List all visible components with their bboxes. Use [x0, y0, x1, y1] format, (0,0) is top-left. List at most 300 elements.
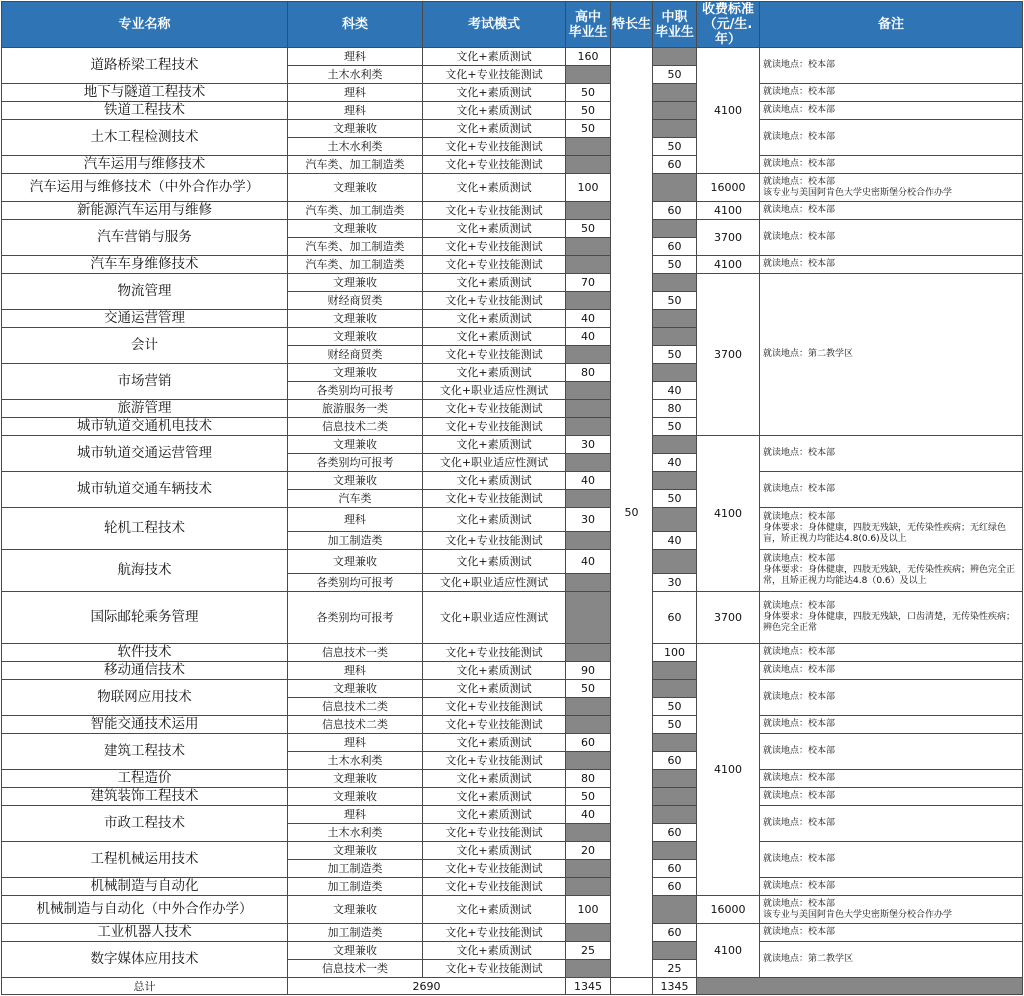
subject-cell: 文理兼收 — [288, 550, 423, 574]
subject-cell: 信息技术一类 — [288, 960, 423, 978]
major-name-cell: 工程造价 — [2, 770, 288, 788]
major-name-cell: 市政工程技术 — [2, 806, 288, 842]
table-row — [2, 102, 1023, 120]
hs-quota-cell — [566, 66, 611, 84]
remark-cell: 就读地点：校本部 — [760, 662, 1023, 680]
voc-quota-cell: 60 — [653, 860, 697, 878]
remark-cell: 就读地点：校本部 — [760, 716, 1023, 734]
hs-quota-cell: 50 — [566, 680, 611, 698]
exam-mode-cell: 文化+专业技能测试 — [423, 292, 566, 310]
exam-mode-cell: 文化+职业适应性测试 — [423, 454, 566, 472]
exam-mode-cell: 文化+素质测试 — [423, 364, 566, 382]
voc-quota-cell: 50 — [653, 418, 697, 436]
remark-cell: 就读地点：校本部 — [760, 878, 1023, 896]
subject-cell: 文理兼收 — [288, 942, 423, 960]
table-row — [2, 202, 1023, 220]
exam-mode-cell: 文化+素质测试 — [423, 770, 566, 788]
major-name-cell: 铁道工程技术 — [2, 102, 288, 120]
remark-cell: 就读地点：校本部 身体要求：身体健康，四肢无残缺，口齿清楚，无传染性疾病；辨色完全正常 — [760, 592, 1023, 644]
major-name-cell: 国际邮轮乘务管理 — [2, 592, 288, 644]
exam-mode-cell: 文化+职业适应性测试 — [423, 592, 566, 644]
hs-quota-cell — [566, 752, 611, 770]
exam-mode-cell: 文化+专业技能测试 — [423, 924, 566, 942]
exam-mode-cell: 文化+专业技能测试 — [423, 644, 566, 662]
voc-quota-cell — [653, 102, 697, 120]
subject-cell: 加工制造类 — [288, 860, 423, 878]
subject-cell: 文理兼收 — [288, 310, 423, 328]
total-voc: 1345 — [653, 978, 697, 995]
exam-mode-cell: 文化+专业技能测试 — [423, 66, 566, 84]
subject-cell: 加工制造类 — [288, 878, 423, 896]
table-row — [2, 680, 1023, 698]
major-name-cell: 物联网应用技术 — [2, 680, 288, 716]
header-remark: 备注 — [760, 2, 1023, 48]
major-name-cell: 工业机器人技术 — [2, 924, 288, 942]
subject-cell: 理科 — [288, 508, 423, 532]
enrollment-table — [1, 1, 1023, 995]
voc-quota-cell — [653, 120, 697, 138]
exam-mode-cell: 文化+专业技能测试 — [423, 878, 566, 896]
hs-quota-cell: 80 — [566, 770, 611, 788]
major-name-cell: 建筑工程技术 — [2, 734, 288, 770]
voc-quota-cell — [653, 364, 697, 382]
remark-cell: 就读地点：校本部 — [760, 102, 1023, 120]
voc-quota-cell: 60 — [653, 924, 697, 942]
remark-cell: 就读地点：校本部 — [760, 256, 1023, 274]
header-major: 专业名称 — [2, 2, 288, 48]
subject-cell: 文理兼收 — [288, 472, 423, 490]
header-hs: 高中 毕业生 — [566, 2, 611, 48]
table-row — [2, 842, 1023, 860]
remark-cell: 就读地点：校本部 — [760, 734, 1023, 770]
subject-cell: 理科 — [288, 48, 423, 66]
table-row — [2, 174, 1023, 202]
major-name-cell: 城市轨道交通机电技术 — [2, 418, 288, 436]
voc-quota-cell: 40 — [653, 532, 697, 550]
subject-cell: 各类别均可报考 — [288, 592, 423, 644]
header-spec: 特长生 — [611, 2, 653, 48]
table-row — [2, 550, 1023, 574]
remark-cell: 就读地点：校本部 — [760, 202, 1023, 220]
hs-quota-cell — [566, 960, 611, 978]
subject-cell: 各类别均可报考 — [288, 454, 423, 472]
remark-cell: 就读地点：校本部 该专业与美国阿肯色大学史密斯堡分校合作办学 — [760, 174, 1023, 202]
subject-cell: 加工制造类 — [288, 532, 423, 550]
subject-cell: 各类别均可报考 — [288, 574, 423, 592]
subject-cell: 文理兼收 — [288, 842, 423, 860]
table-row — [2, 48, 1023, 66]
hs-quota-cell: 50 — [566, 84, 611, 102]
table-row — [2, 120, 1023, 138]
hs-quota-cell — [566, 156, 611, 174]
remark-cell: 就读地点：校本部 — [760, 680, 1023, 716]
hs-quota-cell — [566, 532, 611, 550]
subject-cell: 文理兼收 — [288, 896, 423, 924]
exam-mode-cell: 文化+专业技能测试 — [423, 716, 566, 734]
subject-cell: 文理兼收 — [288, 174, 423, 202]
hs-quota-cell: 60 — [566, 734, 611, 752]
table-row — [2, 472, 1023, 490]
exam-mode-cell: 文化+素质测试 — [423, 274, 566, 292]
hs-quota-cell — [566, 454, 611, 472]
subject-cell: 各类别均可报考 — [288, 382, 423, 400]
major-name-cell: 机械制造与自动化（中外合作办学） — [2, 896, 288, 924]
subject-cell: 汽车类、加工制造类 — [288, 202, 423, 220]
voc-quota-cell — [653, 220, 697, 238]
voc-quota-cell: 40 — [653, 382, 697, 400]
major-name-cell: 汽车车身维修技术 — [2, 256, 288, 274]
subject-cell: 汽车类、加工制造类 — [288, 256, 423, 274]
table-row — [2, 924, 1023, 942]
major-name-cell: 移动通信技术 — [2, 662, 288, 680]
exam-mode-cell: 文化+专业技能测试 — [423, 824, 566, 842]
exam-mode-cell: 文化+专业技能测试 — [423, 698, 566, 716]
voc-quota-cell: 50 — [653, 66, 697, 84]
hs-quota-cell — [566, 698, 611, 716]
fee-cell: 4100 — [697, 644, 760, 896]
hs-quota-cell: 50 — [566, 120, 611, 138]
major-name-cell: 数字媒体应用技术 — [2, 942, 288, 978]
hs-quota-cell — [566, 292, 611, 310]
exam-mode-cell: 文化+素质测试 — [423, 220, 566, 238]
exam-mode-cell: 文化+专业技能测试 — [423, 156, 566, 174]
hs-quota-cell: 90 — [566, 662, 611, 680]
hs-quota-cell — [566, 924, 611, 942]
voc-quota-cell: 50 — [653, 346, 697, 364]
voc-quota-cell — [653, 680, 697, 698]
remark-cell: 就读地点：校本部 身体要求：身体健康，四肢无残缺，无传染性疾病；辨色完全正常，且矫正视力均能达4.8（0.6）及以上 — [760, 550, 1023, 592]
table-row — [2, 644, 1023, 662]
subject-cell: 文理兼收 — [288, 328, 423, 346]
remark-cell: 就读地点：校本部 — [760, 806, 1023, 842]
voc-quota-cell — [653, 310, 697, 328]
table-row — [2, 84, 1023, 102]
hs-quota-cell — [566, 878, 611, 896]
hs-quota-cell — [566, 138, 611, 156]
voc-quota-cell: 50 — [653, 292, 697, 310]
subject-cell: 理科 — [288, 662, 423, 680]
total-empty — [697, 978, 1023, 995]
hs-quota-cell: 100 — [566, 174, 611, 202]
subject-cell: 理科 — [288, 102, 423, 120]
remark-cell: 就读地点：校本部 — [760, 788, 1023, 806]
major-name-cell: 会计 — [2, 328, 288, 364]
exam-mode-cell: 文化+素质测试 — [423, 472, 566, 490]
table-row — [2, 256, 1023, 274]
table-row — [2, 220, 1023, 238]
voc-quota-cell — [653, 174, 697, 202]
hs-quota-cell: 40 — [566, 806, 611, 824]
hs-quota-cell — [566, 490, 611, 508]
table-row — [2, 662, 1023, 680]
table-row — [2, 942, 1023, 960]
exam-mode-cell: 文化+专业技能测试 — [423, 238, 566, 256]
exam-mode-cell: 文化+专业技能测试 — [423, 752, 566, 770]
exam-mode-cell: 文化+素质测试 — [423, 102, 566, 120]
subject-cell: 文理兼收 — [288, 788, 423, 806]
total-hs: 1345 — [566, 978, 611, 995]
exam-mode-cell: 文化+专业技能测试 — [423, 960, 566, 978]
hs-quota-cell — [566, 574, 611, 592]
exam-mode-cell: 文化+素质测试 — [423, 328, 566, 346]
subject-cell: 文理兼收 — [288, 770, 423, 788]
header-exam: 考试模式 — [423, 2, 566, 48]
exam-mode-cell: 文化+专业技能测试 — [423, 256, 566, 274]
hs-quota-cell — [566, 238, 611, 256]
subject-cell: 信息技术二类 — [288, 698, 423, 716]
hs-quota-cell — [566, 592, 611, 644]
table-row — [2, 274, 1023, 292]
subject-cell: 加工制造类 — [288, 924, 423, 942]
table-row — [2, 734, 1023, 752]
special-quota-cell: 50 — [611, 48, 653, 978]
subject-cell: 文理兼收 — [288, 274, 423, 292]
remark-cell: 就读地点：校本部 — [760, 770, 1023, 788]
voc-quota-cell: 50 — [653, 716, 697, 734]
voc-quota-cell: 50 — [653, 138, 697, 156]
hs-quota-cell: 40 — [566, 550, 611, 574]
voc-quota-cell — [653, 508, 697, 532]
exam-mode-cell: 文化+专业技能测试 — [423, 490, 566, 508]
hs-quota-cell — [566, 644, 611, 662]
total-sum: 2690 — [288, 978, 566, 995]
exam-mode-cell: 文化+素质测试 — [423, 806, 566, 824]
hs-quota-cell: 160 — [566, 48, 611, 66]
voc-quota-cell: 60 — [653, 156, 697, 174]
voc-quota-cell — [653, 896, 697, 924]
hs-quota-cell: 30 — [566, 508, 611, 532]
remark-cell: 就读地点：校本部 — [760, 48, 1023, 84]
voc-quota-cell — [653, 84, 697, 102]
subject-cell: 文理兼收 — [288, 436, 423, 454]
exam-mode-cell: 文化+专业技能测试 — [423, 346, 566, 364]
voc-quota-cell — [653, 436, 697, 454]
fee-cell: 4100 — [697, 256, 760, 274]
hs-quota-cell — [566, 824, 611, 842]
voc-quota-cell — [653, 48, 697, 66]
major-name-cell: 交通运营管理 — [2, 310, 288, 328]
voc-quota-cell — [653, 806, 697, 824]
major-name-cell: 地下与隧道工程技术 — [2, 84, 288, 102]
major-name-cell: 轮机工程技术 — [2, 508, 288, 550]
subject-cell: 汽车类 — [288, 490, 423, 508]
table-row — [2, 436, 1023, 454]
remark-cell: 就读地点：校本部 — [760, 436, 1023, 472]
exam-mode-cell: 文化+素质测试 — [423, 680, 566, 698]
subject-cell: 土木水利类 — [288, 66, 423, 84]
subject-cell: 信息技术二类 — [288, 716, 423, 734]
voc-quota-cell: 100 — [653, 644, 697, 662]
voc-quota-cell: 60 — [653, 238, 697, 256]
hs-quota-cell: 40 — [566, 310, 611, 328]
major-name-cell: 汽车营销与服务 — [2, 220, 288, 256]
exam-mode-cell: 文化+素质测试 — [423, 174, 566, 202]
fee-cell: 3700 — [697, 220, 760, 256]
exam-mode-cell: 文化+素质测试 — [423, 508, 566, 532]
major-name-cell: 航海技术 — [2, 550, 288, 592]
hs-quota-cell: 50 — [566, 102, 611, 120]
major-name-cell: 城市轨道交通车辆技术 — [2, 472, 288, 508]
major-name-cell: 汽车运用与维修技术（中外合作办学） — [2, 174, 288, 202]
subject-cell: 信息技术一类 — [288, 644, 423, 662]
exam-mode-cell: 文化+素质测试 — [423, 842, 566, 860]
remark-cell: 就读地点：校本部 身体要求：身体健康，四肢无残缺，无传染性疾病；无红绿色盲，矫正视力均能达4.8(0.6)及以上 — [760, 508, 1023, 550]
table-row — [2, 896, 1023, 924]
remark-cell: 就读地点：校本部 — [760, 220, 1023, 256]
remark-cell: 就读地点：校本部 — [760, 156, 1023, 174]
voc-quota-cell: 30 — [653, 574, 697, 592]
exam-mode-cell: 文化+素质测试 — [423, 896, 566, 924]
major-name-cell: 建筑装饰工程技术 — [2, 788, 288, 806]
exam-mode-cell: 文化+职业适应性测试 — [423, 382, 566, 400]
voc-quota-cell: 60 — [653, 202, 697, 220]
voc-quota-cell — [653, 472, 697, 490]
total-row — [2, 978, 1023, 995]
major-name-cell: 城市轨道交通运营管理 — [2, 436, 288, 472]
table-row — [2, 508, 1023, 532]
exam-mode-cell: 文化+素质测试 — [423, 942, 566, 960]
subject-cell: 理科 — [288, 806, 423, 824]
exam-mode-cell: 文化+素质测试 — [423, 662, 566, 680]
voc-quota-cell — [653, 328, 697, 346]
major-name-cell: 旅游管理 — [2, 400, 288, 418]
total-label: 总计 — [2, 978, 288, 995]
subject-cell: 理科 — [288, 734, 423, 752]
fee-cell: 3700 — [697, 274, 760, 436]
voc-quota-cell: 50 — [653, 256, 697, 274]
exam-mode-cell: 文化+素质测试 — [423, 84, 566, 102]
hs-quota-cell: 40 — [566, 328, 611, 346]
subject-cell: 文理兼收 — [288, 680, 423, 698]
major-name-cell: 软件技术 — [2, 644, 288, 662]
exam-mode-cell: 文化+素质测试 — [423, 734, 566, 752]
voc-quota-cell — [653, 550, 697, 574]
subject-cell: 旅游服务一类 — [288, 400, 423, 418]
exam-mode-cell: 文化+素质测试 — [423, 436, 566, 454]
subject-cell: 土木水利类 — [288, 752, 423, 770]
header-row — [2, 2, 1023, 48]
voc-quota-cell: 50 — [653, 490, 697, 508]
major-name-cell: 机械制造与自动化 — [2, 878, 288, 896]
exam-mode-cell: 文化+专业技能测试 — [423, 418, 566, 436]
voc-quota-cell — [653, 770, 697, 788]
subject-cell: 文理兼收 — [288, 120, 423, 138]
table-row — [2, 788, 1023, 806]
header-subject: 科类 — [288, 2, 423, 48]
table-row — [2, 156, 1023, 174]
major-name-cell: 道路桥梁工程技术 — [2, 48, 288, 84]
table-row — [2, 716, 1023, 734]
major-name-cell: 市场营销 — [2, 364, 288, 400]
exam-mode-cell: 文化+专业技能测试 — [423, 400, 566, 418]
header-voc: 中职 毕业生 — [653, 2, 697, 48]
remark-cell: 就读地点：第二教学区 — [760, 274, 1023, 436]
major-name-cell: 智能交通技术运用 — [2, 716, 288, 734]
voc-quota-cell — [653, 842, 697, 860]
hs-quota-cell — [566, 400, 611, 418]
fee-cell: 4100 — [697, 436, 760, 592]
fee-cell: 16000 — [697, 174, 760, 202]
subject-cell: 汽车类、加工制造类 — [288, 156, 423, 174]
subject-cell: 财经商贸类 — [288, 346, 423, 364]
fee-cell: 3700 — [697, 592, 760, 644]
subject-cell: 文理兼收 — [288, 364, 423, 382]
subject-cell: 理科 — [288, 84, 423, 102]
subject-cell: 信息技术二类 — [288, 418, 423, 436]
voc-quota-cell: 60 — [653, 592, 697, 644]
exam-mode-cell: 文化+专业技能测试 — [423, 860, 566, 878]
exam-mode-cell: 文化+素质测试 — [423, 120, 566, 138]
table-row — [2, 878, 1023, 896]
exam-mode-cell: 文化+素质测试 — [423, 310, 566, 328]
exam-mode-cell: 文化+素质测试 — [423, 48, 566, 66]
fee-cell: 4100 — [697, 202, 760, 220]
remark-cell: 就读地点：第二教学区 — [760, 942, 1023, 978]
table-row — [2, 806, 1023, 824]
voc-quota-cell: 40 — [653, 454, 697, 472]
voc-quota-cell: 50 — [653, 698, 697, 716]
fee-cell: 4100 — [697, 924, 760, 978]
total-spec — [611, 978, 653, 995]
hs-quota-cell: 50 — [566, 220, 611, 238]
hs-quota-cell: 40 — [566, 472, 611, 490]
fee-cell: 16000 — [697, 896, 760, 924]
hs-quota-cell — [566, 716, 611, 734]
hs-quota-cell: 70 — [566, 274, 611, 292]
hs-quota-cell: 100 — [566, 896, 611, 924]
major-name-cell: 物流管理 — [2, 274, 288, 310]
header-fee: 收费标准（元/生.年） — [697, 2, 760, 48]
remark-cell: 就读地点：校本部 — [760, 842, 1023, 878]
hs-quota-cell — [566, 202, 611, 220]
hs-quota-cell: 30 — [566, 436, 611, 454]
voc-quota-cell — [653, 662, 697, 680]
remark-cell: 就读地点：校本部 — [760, 924, 1023, 942]
voc-quota-cell — [653, 942, 697, 960]
remark-cell: 就读地点：校本部 该专业与美国阿肯色大学史密斯堡分校合作办学 — [760, 896, 1023, 924]
exam-mode-cell: 文化+专业技能测试 — [423, 532, 566, 550]
hs-quota-cell — [566, 382, 611, 400]
hs-quota-cell: 80 — [566, 364, 611, 382]
exam-mode-cell: 文化+职业适应性测试 — [423, 574, 566, 592]
remark-cell: 就读地点：校本部 — [760, 84, 1023, 102]
voc-quota-cell — [653, 274, 697, 292]
voc-quota-cell: 60 — [653, 878, 697, 896]
hs-quota-cell: 25 — [566, 942, 611, 960]
voc-quota-cell: 80 — [653, 400, 697, 418]
hs-quota-cell: 20 — [566, 842, 611, 860]
exam-mode-cell: 文化+素质测试 — [423, 550, 566, 574]
hs-quota-cell — [566, 860, 611, 878]
voc-quota-cell: 60 — [653, 824, 697, 842]
fee-cell: 4100 — [697, 48, 760, 174]
remark-cell: 就读地点：校本部 — [760, 472, 1023, 508]
major-name-cell: 汽车运用与维修技术 — [2, 156, 288, 174]
remark-cell: 就读地点：校本部 — [760, 120, 1023, 156]
subject-cell: 文理兼收 — [288, 220, 423, 238]
table-row — [2, 592, 1023, 644]
subject-cell: 财经商贸类 — [288, 292, 423, 310]
voc-quota-cell: 60 — [653, 752, 697, 770]
exam-mode-cell: 文化+专业技能测试 — [423, 138, 566, 156]
subject-cell: 土木水利类 — [288, 138, 423, 156]
subject-cell: 土木水利类 — [288, 824, 423, 842]
hs-quota-cell — [566, 418, 611, 436]
major-name-cell: 工程机械运用技术 — [2, 842, 288, 878]
subject-cell: 汽车类、加工制造类 — [288, 238, 423, 256]
hs-quota-cell — [566, 256, 611, 274]
voc-quota-cell: 25 — [653, 960, 697, 978]
